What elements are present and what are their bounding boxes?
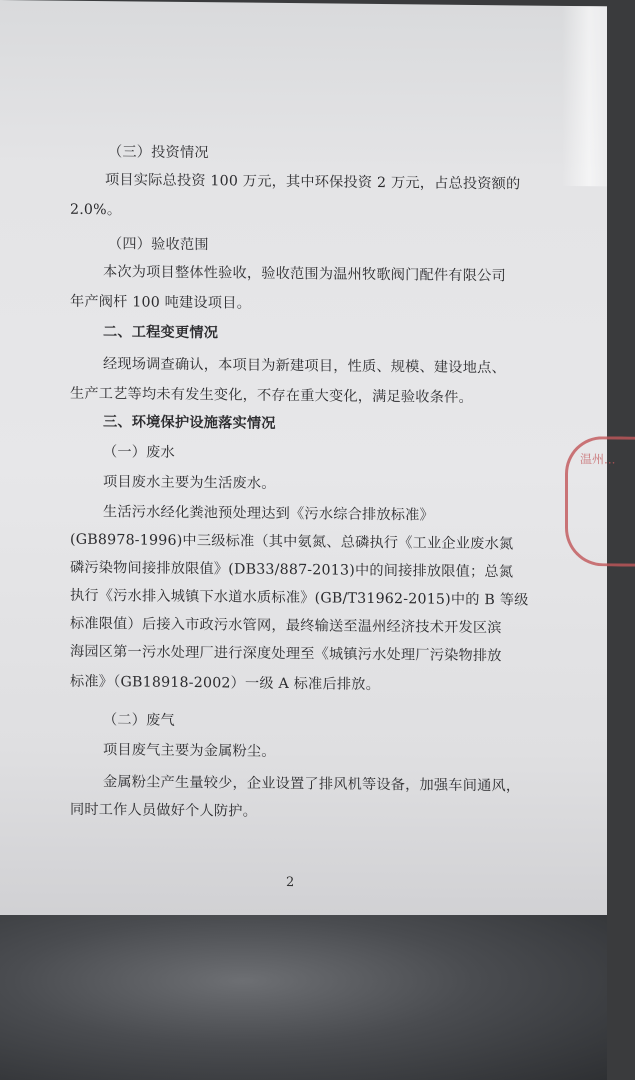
wastewater-intro: 项目废水主要为生活废水。 (103, 474, 276, 492)
scope-heading: （四）验收范围 (108, 236, 209, 254)
wastewater-line: 标准》（GB18918-2002）一级 A 标准后排放。 (70, 673, 380, 693)
wastewater-line: (GB8978-1996)中三级标准（其中氨氮、总磷执行《工业企业废水氮 (70, 531, 514, 553)
investment-heading: （三）投资情况 (108, 144, 209, 162)
official-seal (565, 436, 635, 567)
page-number: 2 (286, 874, 295, 891)
scope-line-2: 年产阀杆 100 吨建设项目。 (70, 293, 251, 312)
wastewater-heading: （一）废水 (103, 444, 175, 461)
waste-gas-heading: （二）废气 (103, 712, 175, 729)
wastewater-line: 标准限值）后接入市政污水管网，最终输送至温州经济技术开发区滨 (70, 615, 502, 637)
env-heading: 三、环境保护设施落实情况 (103, 414, 276, 432)
wastewater-line: 执行《污水排入城镇下水道水质标准》(GB/T31962-2015)中的 B 等级 (70, 587, 529, 609)
wastewater-line: 磷污染物间接排放限值》(DB33/887-2013)中的间接排放限值；总氮 (70, 559, 514, 581)
changes-line-1: 经现场调查确认，本项目为新建项目，性质、规模、建设地点、 (103, 356, 506, 377)
investment-line-2: 2.0%。 (70, 201, 122, 219)
wastewater-line: 海园区第一污水处理厂进行深度处理至《城镇污水处理厂污染物排放 (70, 643, 502, 665)
investment-line-1: 项目实际总投资 100 万元，其中环保投资 2 万元，占总投资额的 (105, 172, 521, 193)
changes-line-2: 生产工艺等均未有发生变化，不存在重大变化，满足验收条件。 (70, 385, 473, 406)
wastewater-line: 生活污水经化粪池预处理达到《污水综合排放标准》 (103, 504, 434, 524)
changes-heading: 二、工程变更情况 (103, 324, 219, 342)
waste-gas-line-1: 金属粉尘产生量较少，企业设置了排风机等设备，加强车间通风， (103, 774, 521, 795)
hand-shadow (0, 915, 607, 1080)
waste-gas-line-2: 同时工作人员做好个人防护。 (70, 801, 258, 820)
waste-gas-intro: 项目废气主要为金属粉尘。 (103, 742, 276, 760)
scope-line-1: 本次为项目整体性验收，验收范围为温州牧歌阀门配件有限公司 (103, 264, 506, 285)
stamp-text: 温州... (580, 452, 616, 467)
